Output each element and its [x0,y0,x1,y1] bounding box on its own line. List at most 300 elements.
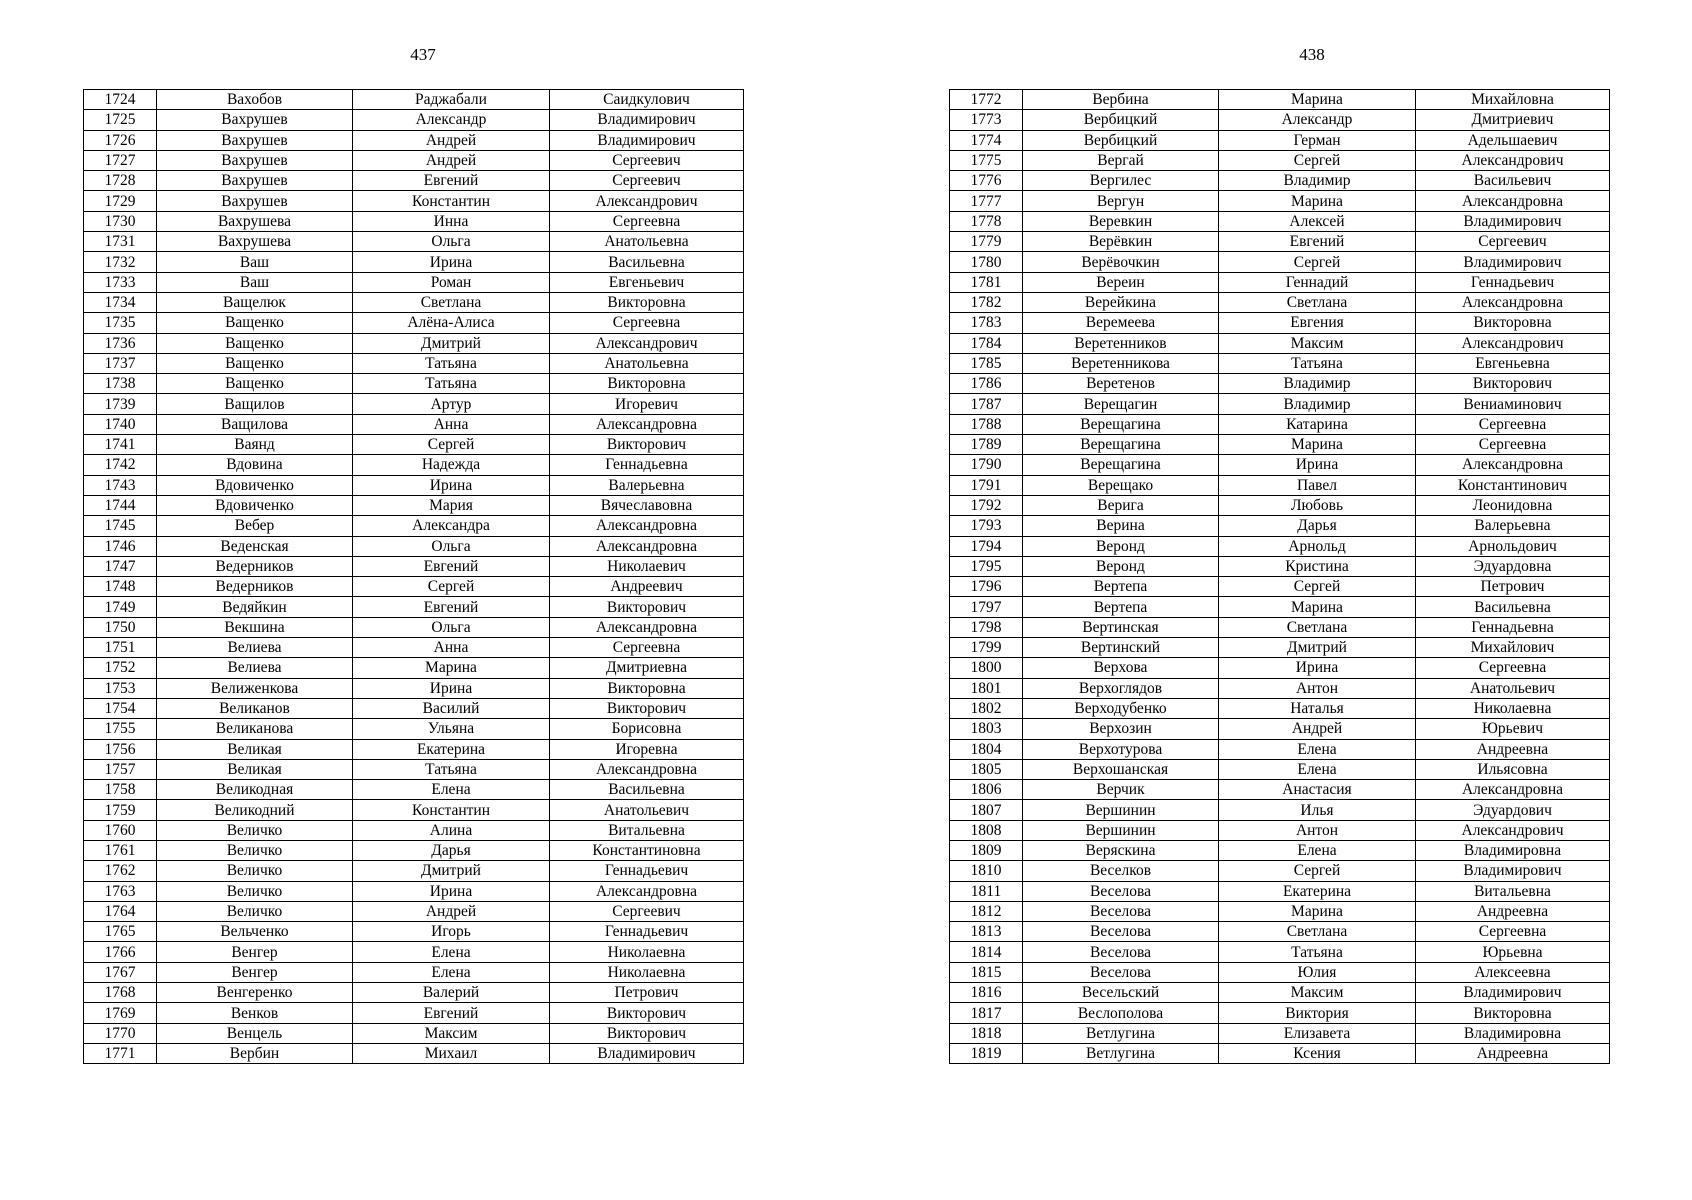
last-name-cell: Величко [157,820,353,840]
first-name-cell: Ксения [1219,1043,1416,1063]
patronymic-cell: Викторович [550,1023,744,1043]
first-name-cell: Валерий [353,983,550,1003]
table-row [950,1003,1610,1023]
last-name-cell: Ваш [157,252,353,272]
row-number-cell: 1767 [84,962,157,982]
patronymic-cell: Борисовна [550,719,744,739]
row-number-cell: 1775 [950,150,1023,170]
last-name-cell: Вергилес [1023,171,1219,191]
row-number-cell: 1776 [950,171,1023,191]
first-name-cell: Ульяна [353,719,550,739]
table-row [950,617,1610,637]
row-number-cell: 1793 [950,516,1023,536]
table-row [84,922,744,942]
patronymic-cell: Анатольевна [550,232,744,252]
last-name-cell: Вербин [157,1043,353,1063]
first-name-cell: Инна [353,211,550,231]
last-name-cell: Великая [157,759,353,779]
last-name-cell: Весельский [1023,983,1219,1003]
patronymic-cell: Алексеевна [1416,962,1610,982]
row-number-cell: 1807 [950,800,1023,820]
first-name-cell: Юлия [1219,962,1416,982]
last-name-cell: Ведяйкин [157,597,353,617]
patronymic-cell: Викторович [550,1003,744,1023]
table-row [950,414,1610,434]
first-name-cell: Ольга [353,536,550,556]
table-row [84,252,744,272]
last-name-cell: Вдовиченко [157,495,353,515]
table-row [84,1043,744,1063]
table-row [950,820,1610,840]
table-row [950,232,1610,252]
table-row [84,962,744,982]
patronymic-cell: Геннадьевич [550,922,744,942]
row-number-cell: 1745 [84,516,157,536]
first-name-cell: Раджабали [353,90,550,110]
table-row [84,901,744,921]
row-number-cell: 1751 [84,638,157,658]
last-name-cell: Вахрушев [157,191,353,211]
patronymic-cell: Александрович [1416,333,1610,353]
patronymic-cell: Эдуардовна [1416,556,1610,576]
patronymic-cell: Арнольдович [1416,536,1610,556]
patronymic-cell: Константинович [1416,475,1610,495]
table-row [84,110,744,130]
table-row [84,435,744,455]
row-number-cell: 1797 [950,597,1023,617]
row-number-cell: 1786 [950,374,1023,394]
table-row [84,556,744,576]
last-name-cell: Вахрушев [157,171,353,191]
first-name-cell: Елена [1219,739,1416,759]
last-name-cell: Великанова [157,719,353,739]
last-name-cell: Вахрушева [157,232,353,252]
row-number-cell: 1815 [950,962,1023,982]
first-name-cell: Антон [1219,678,1416,698]
last-name-cell: Веселова [1023,901,1219,921]
last-name-cell: Веретенов [1023,374,1219,394]
first-name-cell: Любовь [1219,495,1416,515]
first-name-cell: Ирина [353,678,550,698]
row-number-cell: 1806 [950,780,1023,800]
first-name-cell: Екатерина [353,739,550,759]
last-name-cell: Веслополова [1023,1003,1219,1023]
patronymic-cell: Викторович [550,597,744,617]
patronymic-cell: Николаевич [550,556,744,576]
last-name-cell: Вдовиченко [157,475,353,495]
patronymic-cell: Сергеевич [1416,232,1610,252]
row-number-cell: 1766 [84,942,157,962]
patronymic-cell: Викторовна [1416,313,1610,333]
patronymic-cell: Александрович [1416,820,1610,840]
first-name-cell: Татьяна [1219,353,1416,373]
row-number-cell: 1816 [950,983,1023,1003]
patronymic-cell: Эдуардович [1416,800,1610,820]
patronymic-cell: Андреевна [1416,901,1610,921]
first-name-cell: Илья [1219,800,1416,820]
last-name-cell: Верхоглядов [1023,678,1219,698]
row-number-cell: 1813 [950,922,1023,942]
row-number-cell: 1779 [950,232,1023,252]
first-name-cell: Александра [353,516,550,536]
patronymic-cell: Валерьевна [550,475,744,495]
patronymic-cell: Владимирович [550,110,744,130]
row-number-cell: 1728 [84,171,157,191]
last-name-cell: Ведерников [157,577,353,597]
last-name-cell: Венков [157,1003,353,1023]
row-number-cell: 1734 [84,292,157,312]
last-name-cell: Величко [157,840,353,860]
row-number-cell: 1805 [950,759,1023,779]
last-name-cell: Ващенко [157,313,353,333]
first-name-cell: Арнольд [1219,536,1416,556]
first-name-cell: Евгений [353,171,550,191]
last-name-cell: Вершинин [1023,800,1219,820]
table-row [84,942,744,962]
patronymic-cell: Викторович [1416,374,1610,394]
row-number-cell: 1785 [950,353,1023,373]
first-name-cell: Алексей [1219,211,1416,231]
last-name-cell: Вертинская [1023,617,1219,637]
last-name-cell: Вергай [1023,150,1219,170]
table-row [84,374,744,394]
patronymic-cell: Сергеевна [1416,658,1610,678]
row-number-cell: 1762 [84,861,157,881]
patronymic-cell: Ильясовна [1416,759,1610,779]
last-name-cell: Верёвочкин [1023,252,1219,272]
table-row [84,1003,744,1023]
table-row [950,90,1610,110]
last-name-cell: Вахрушев [157,150,353,170]
last-name-cell: Веденская [157,536,353,556]
last-name-cell: Верина [1023,516,1219,536]
table-row [84,881,744,901]
table-row [950,678,1610,698]
table-row [950,658,1610,678]
table-row [950,455,1610,475]
row-number-cell: 1747 [84,556,157,576]
first-name-cell: Марина [1219,90,1416,110]
patronymic-cell: Александровна [1416,455,1610,475]
first-name-cell: Сергей [353,577,550,597]
first-name-cell: Ольга [353,617,550,637]
row-number-cell: 1791 [950,475,1023,495]
patronymic-cell: Дмитриевна [550,658,744,678]
patronymic-cell: Викторович [550,698,744,718]
row-number-cell: 1804 [950,739,1023,759]
last-name-cell: Ващенко [157,374,353,394]
last-name-cell: Вертинский [1023,638,1219,658]
patronymic-cell: Сергеевна [550,211,744,231]
patronymic-cell: Вениаминович [1416,394,1610,414]
roster-table [83,89,744,1064]
last-name-cell: Велиева [157,638,353,658]
patronymic-cell: Сергеевич [550,150,744,170]
row-number-cell: 1794 [950,536,1023,556]
row-number-cell: 1755 [84,719,157,739]
row-number-cell: 1763 [84,881,157,901]
row-number-cell: 1724 [84,90,157,110]
row-number-cell: 1753 [84,678,157,698]
row-number-cell: 1746 [84,536,157,556]
first-name-cell: Андрей [353,150,550,170]
first-name-cell: Герман [1219,130,1416,150]
row-number-cell: 1749 [84,597,157,617]
last-name-cell: Верещагина [1023,455,1219,475]
table-row [950,840,1610,860]
last-name-cell: Веселков [1023,861,1219,881]
patronymic-cell: Викторовна [550,374,744,394]
last-name-cell: Велиженкова [157,678,353,698]
first-name-cell: Наталья [1219,698,1416,718]
table-row [84,394,744,414]
first-name-cell: Елена [353,942,550,962]
first-name-cell: Татьяна [353,759,550,779]
last-name-cell: Верещако [1023,475,1219,495]
table-row [950,1043,1610,1063]
last-name-cell: Величко [157,901,353,921]
first-name-cell: Марина [1219,191,1416,211]
table-row [950,759,1610,779]
first-name-cell: Сергей [1219,861,1416,881]
patronymic-cell: Дмитриевич [1416,110,1610,130]
first-name-cell: Артур [353,394,550,414]
table-row [950,942,1610,962]
last-name-cell: Верходубенко [1023,698,1219,718]
patronymic-cell: Петрович [1416,577,1610,597]
row-number-cell: 1758 [84,780,157,800]
table-row [950,556,1610,576]
last-name-cell: Верёвкин [1023,232,1219,252]
patronymic-cell: Викторовна [550,292,744,312]
table-row [84,840,744,860]
patronymic-cell: Александровна [1416,292,1610,312]
row-number-cell: 1726 [84,130,157,150]
table-row [84,678,744,698]
table-row [950,536,1610,556]
row-number-cell: 1737 [84,353,157,373]
first-name-cell: Ирина [1219,658,1416,678]
table-row [84,211,744,231]
last-name-cell: Веронд [1023,536,1219,556]
row-number-cell: 1761 [84,840,157,860]
patronymic-cell: Александровна [550,536,744,556]
patronymic-cell: Игоревич [550,394,744,414]
first-name-cell: Ольга [353,232,550,252]
patronymic-cell: Андреевна [1416,739,1610,759]
last-name-cell: Ведерников [157,556,353,576]
table-row [84,495,744,515]
first-name-cell: Елена [353,962,550,982]
patronymic-cell: Юрьевна [1416,942,1610,962]
last-name-cell: Ваянд [157,435,353,455]
table-row [950,800,1610,820]
table-row [950,353,1610,373]
patronymic-cell: Васильевна [1416,597,1610,617]
patronymic-cell: Геннадьевич [1416,272,1610,292]
table-row [950,962,1610,982]
row-number-cell: 1811 [950,881,1023,901]
table-row [84,414,744,434]
row-number-cell: 1789 [950,435,1023,455]
patronymic-cell: Валерьевна [1416,516,1610,536]
table-row [84,475,744,495]
table-row [950,881,1610,901]
row-number-cell: 1790 [950,455,1023,475]
first-name-cell: Андрей [1219,719,1416,739]
last-name-cell: Вертепа [1023,597,1219,617]
last-name-cell: Ващилова [157,414,353,434]
first-name-cell: Максим [1219,333,1416,353]
row-number-cell: 1733 [84,272,157,292]
patronymic-cell: Витальевна [550,820,744,840]
last-name-cell: Венцель [157,1023,353,1043]
patronymic-cell: Александрович [550,333,744,353]
table-row [950,252,1610,272]
last-name-cell: Венгер [157,962,353,982]
row-number-cell: 1739 [84,394,157,414]
first-name-cell: Владимир [1219,374,1416,394]
table-row [950,171,1610,191]
first-name-cell: Дарья [1219,516,1416,536]
table-row [950,211,1610,231]
row-number-cell: 1756 [84,739,157,759]
first-name-cell: Екатерина [1219,881,1416,901]
table-row [950,272,1610,292]
last-name-cell: Вельченко [157,922,353,942]
row-number-cell: 1819 [950,1043,1023,1063]
table-row [950,374,1610,394]
last-name-cell: Верхозин [1023,719,1219,739]
first-name-cell: Александр [1219,110,1416,130]
first-name-cell: Виктория [1219,1003,1416,1023]
first-name-cell: Андрей [353,901,550,921]
table-row [950,150,1610,170]
first-name-cell: Светлана [353,292,550,312]
first-name-cell: Ирина [1219,455,1416,475]
row-number-cell: 1736 [84,333,157,353]
row-number-cell: 1764 [84,901,157,921]
row-number-cell: 1732 [84,252,157,272]
table-row [84,617,744,637]
patronymic-cell: Игоревна [550,739,744,759]
table-row [950,516,1610,536]
last-name-cell: Ветлугина [1023,1043,1219,1063]
table-row [84,800,744,820]
first-name-cell: Михаил [353,1043,550,1063]
last-name-cell: Великодная [157,780,353,800]
table-row [950,1023,1610,1043]
patronymic-cell: Васильевна [550,780,744,800]
row-number-cell: 1814 [950,942,1023,962]
last-name-cell: Веронд [1023,556,1219,576]
patronymic-cell: Васильевна [550,252,744,272]
patronymic-cell: Владимирович [550,130,744,150]
row-number-cell: 1729 [84,191,157,211]
last-name-cell: Вертепа [1023,577,1219,597]
row-number-cell: 1808 [950,820,1023,840]
row-number-cell: 1801 [950,678,1023,698]
first-name-cell: Дмитрий [1219,638,1416,658]
first-name-cell: Светлана [1219,292,1416,312]
last-name-cell: Векшина [157,617,353,637]
first-name-cell: Владимир [1219,171,1416,191]
patronymic-cell: Петрович [550,983,744,1003]
last-name-cell: Верчик [1023,780,1219,800]
first-name-cell: Антон [1219,820,1416,840]
patronymic-cell: Адельшаевич [1416,130,1610,150]
table-row [84,739,744,759]
row-number-cell: 1812 [950,901,1023,921]
table-row [950,739,1610,759]
last-name-cell: Вахрушев [157,110,353,130]
first-name-cell: Игорь [353,922,550,942]
patronymic-cell: Владимировна [1416,1023,1610,1043]
first-name-cell: Татьяна [353,353,550,373]
last-name-cell: Веселова [1023,881,1219,901]
row-number-cell: 1796 [950,577,1023,597]
first-name-cell: Елена [1219,840,1416,860]
first-name-cell: Максим [1219,983,1416,1003]
first-name-cell: Владимир [1219,394,1416,414]
row-number-cell: 1792 [950,495,1023,515]
row-number-cell: 1754 [84,698,157,718]
table-row [84,130,744,150]
first-name-cell: Татьяна [353,374,550,394]
patronymic-cell: Сергеевна [1416,435,1610,455]
row-number-cell: 1757 [84,759,157,779]
patronymic-cell: Александровна [550,516,744,536]
patronymic-cell: Николаевна [550,962,744,982]
last-name-cell: Величко [157,861,353,881]
last-name-cell: Вебер [157,516,353,536]
table-row [950,292,1610,312]
first-name-cell: Кристина [1219,556,1416,576]
first-name-cell: Светлана [1219,922,1416,942]
table-row [950,435,1610,455]
right-page [846,0,1692,1200]
table-row [84,698,744,718]
table-row [950,901,1610,921]
last-name-cell: Верещагина [1023,435,1219,455]
first-name-cell: Александр [353,110,550,130]
patronymic-cell: Сергеевна [550,313,744,333]
table-row [950,922,1610,942]
table-row [950,475,1610,495]
last-name-cell: Веселова [1023,922,1219,942]
row-number-cell: 1818 [950,1023,1023,1043]
first-name-cell: Павел [1219,475,1416,495]
row-number-cell: 1752 [84,658,157,678]
patronymic-cell: Владимирович [550,1043,744,1063]
patronymic-cell: Александрович [1416,150,1610,170]
row-number-cell: 1817 [950,1003,1023,1023]
first-name-cell: Евгений [1219,232,1416,252]
table-row [84,150,744,170]
row-number-cell: 1744 [84,495,157,515]
first-name-cell: Максим [353,1023,550,1043]
patronymic-cell: Витальевна [1416,881,1610,901]
patronymic-cell: Анатольевич [550,800,744,820]
table-row [84,516,744,536]
patronymic-cell: Константиновна [550,840,744,860]
last-name-cell: Веремеева [1023,313,1219,333]
patronymic-cell: Анатольевич [1416,678,1610,698]
last-name-cell: Ващенко [157,333,353,353]
last-name-cell: Веретенникова [1023,353,1219,373]
table-row [950,191,1610,211]
table-row [84,333,744,353]
